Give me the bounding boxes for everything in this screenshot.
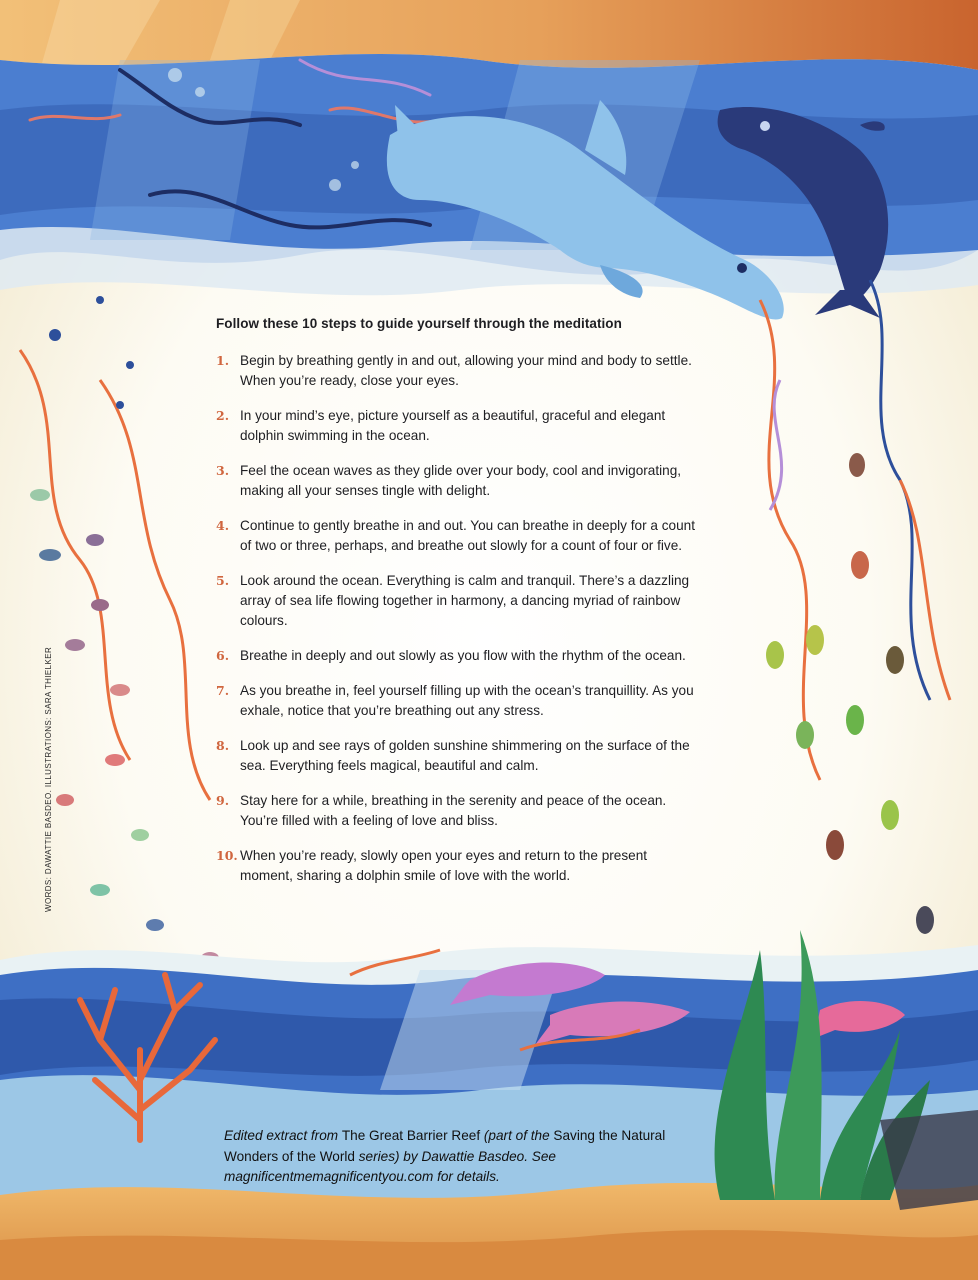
step-number: 4. bbox=[216, 518, 230, 533]
bottom-water bbox=[0, 930, 978, 1280]
list-item bbox=[216, 516, 696, 556]
source-note-part: (part of the bbox=[480, 1128, 554, 1143]
step-number: 7. bbox=[216, 683, 230, 698]
step-number: 10. bbox=[216, 848, 238, 863]
list-item bbox=[216, 406, 696, 446]
meditation-steps bbox=[216, 316, 696, 901]
illustration-credit: WORDS: DAWATTIE BASDEO. ILLUSTRATIONS: SARA THIELKER bbox=[44, 646, 53, 912]
step-number: 5. bbox=[216, 573, 230, 588]
step-number: 8. bbox=[216, 738, 230, 753]
list-item bbox=[216, 736, 696, 776]
source-note bbox=[224, 1126, 694, 1188]
step-text: Feel the ocean waves as they glide over your body, cool and invigorating, making all your senses tingle with delight. bbox=[240, 463, 682, 498]
list-item bbox=[216, 571, 696, 631]
step-number: 9. bbox=[216, 793, 230, 808]
list-item bbox=[216, 791, 696, 831]
step-number: 6. bbox=[216, 648, 230, 663]
page-heading: Follow these 10 steps to guide yourself through the meditation bbox=[216, 316, 622, 331]
step-text: Begin by breathing gently in and out, allowing your mind and body to settle. When you’re ready, close your eyes. bbox=[240, 353, 692, 388]
list-item bbox=[216, 681, 696, 721]
source-note-part: series) by Dawattie Basdeo. See magnificentmemagnificentyou.com for details. bbox=[224, 1148, 556, 1184]
step-text: Stay here for a while, breathing in the serenity and peace of the ocean. You’re filled with a feeling of love and bliss. bbox=[240, 793, 667, 828]
list-item bbox=[216, 461, 696, 501]
book-title: The Great Barrier Reef bbox=[341, 1128, 481, 1143]
list-item bbox=[216, 646, 696, 666]
step-text: Look around the ocean. Everything is calm and tranquil. There’s a dazzling array of sea life flowing together in harmony, a dancing myriad of rainbow colours. bbox=[240, 573, 690, 628]
step-text: When you’re ready, slowly open your eyes and return to the present moment, sharing a dolphin smile of love with the world. bbox=[240, 848, 648, 883]
step-number: 1. bbox=[216, 353, 230, 368]
source-note-part: Edited extract from bbox=[224, 1128, 342, 1143]
step-text: In your mind’s eye, picture yourself as a beautiful, graceful and elegant dolphin swimming in the ocean. bbox=[240, 408, 666, 443]
list-item bbox=[216, 351, 696, 391]
step-number: 3. bbox=[216, 463, 230, 478]
step-text: Look up and see rays of golden sunshine shimmering on the surface of the sea. Everything feels magical, beautiful and calm. bbox=[240, 738, 690, 773]
steps-list bbox=[216, 351, 696, 886]
step-number: 2. bbox=[216, 408, 230, 423]
list-item bbox=[216, 846, 696, 886]
step-text: Breathe in deeply and out slowly as you flow with the rhythm of the ocean. bbox=[240, 648, 686, 663]
series-title: Saving the Natural Wonders of the World bbox=[224, 1128, 666, 1164]
step-text: Continue to gently breathe in and out. You can breathe in deeply for a count of two or three, perhaps, and breathe out slowly for a count of four or five. bbox=[240, 518, 695, 553]
step-text: As you breathe in, feel yourself filling up with the ocean’s tranquillity. As you exhale, notice that you’re breathing out any stress. bbox=[240, 683, 694, 718]
